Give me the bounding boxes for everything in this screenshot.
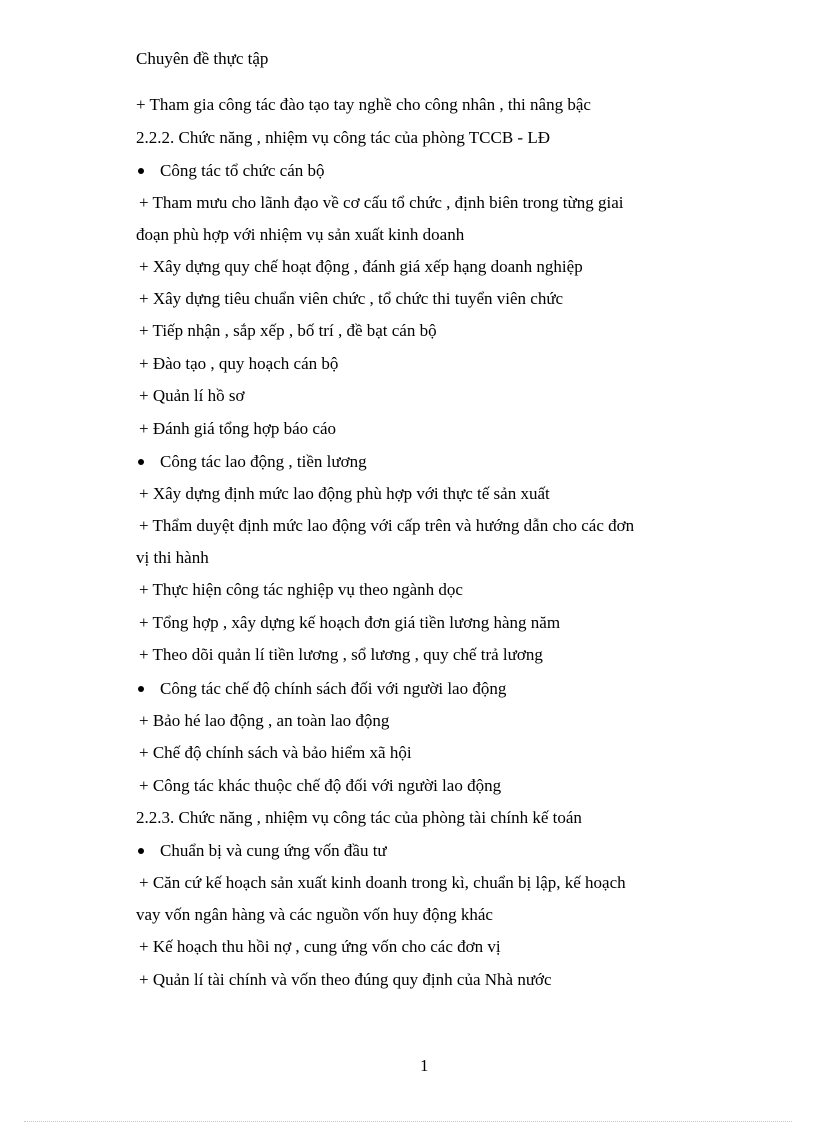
body-line: vay vốn ngân hàng và các nguồn vốn huy động khác [136,905,493,924]
body-line: + Thực hiện công tác nghiệp vụ theo ngành dọc [139,580,463,599]
bullet-icon [138,459,144,465]
body-line: + Theo dõi quản lí tiền lương , sổ lương , quy chế trả lương [139,645,543,664]
body-line: + Xây dựng định mức lao động phù hợp với thực tế sản xuất [139,484,550,503]
body-line: + Tham gia công tác đào tạo tay nghề cho công nhân , thi nâng bậc [136,95,591,114]
bullet-heading: Công tác tổ chức cán bộ [160,161,325,180]
body-line: + Tiếp nhận , sắp xếp , bố trí , đề bạt cán bộ [139,321,437,340]
bullet-heading: Công tác lao động , tiền lương [160,452,367,471]
bullet-icon [138,848,144,854]
body-line: + Căn cứ kế hoạch sản xuất kinh doanh trong kì, chuẩn bị lập, kế hoạch [139,873,626,892]
page-number: 1 [420,1056,429,1075]
bullet-icon [138,168,144,174]
bullet-icon [138,686,144,692]
body-line: + Quản lí tài chính và vốn theo đúng quy định của Nhà nước [139,970,552,989]
body-line: + Thẩm duyệt định mức lao động với cấp trên và hướng dẫn cho các đơn [139,516,635,535]
bullet-heading: Chuẩn bị và cung ứng vốn đầu tư [160,841,387,860]
body-line: + Đánh giá tổng hợp báo cáo [139,419,337,438]
body-line: đoạn phù hợp với nhiệm vụ sản xuất kinh doanh [136,225,465,244]
body-line: + Bảo hé lao động , an toàn lao động [139,711,390,730]
body-line: + Quản lí hồ sơ [139,386,245,405]
body-line: vị thi hành [136,548,209,567]
section-heading: 2.2.2. Chức năng , nhiệm vụ công tác của phòng TCCB - LĐ [136,128,551,147]
body-line: + Công tác khác thuộc chế độ đối với người lao động [139,776,502,795]
body-line: + Đào tạo , quy hoạch cán bộ [139,354,339,373]
body-line: + Tham mưu cho lãnh đạo về cơ cấu tổ chức , định biên trong từng giai [139,193,624,212]
page-header-title: Chuyên đề thực tập [136,49,269,68]
page-bottom-border [24,1121,792,1122]
body-line: + Tổng hợp , xây dựng kế hoạch đơn giá tiền lương hàng năm [139,613,561,632]
section-heading: 2.2.3. Chức năng , nhiệm vụ công tác của phòng tài chính kế toán [136,808,582,827]
bullet-heading: Công tác chế độ chính sách đối với người lao động [160,679,507,698]
body-line: + Chế độ chính sách và bảo hiểm xã hội [139,743,412,762]
body-line: + Kế hoạch thu hồi nợ , cung ứng vốn cho các đơn vị [139,937,501,956]
body-line: + Xây dựng quy chế hoạt động , đánh giá xếp hạng doanh nghiệp [139,257,583,276]
body-line: + Xây dựng tiêu chuẩn viên chức , tổ chức thi tuyển viên chức [139,289,564,308]
